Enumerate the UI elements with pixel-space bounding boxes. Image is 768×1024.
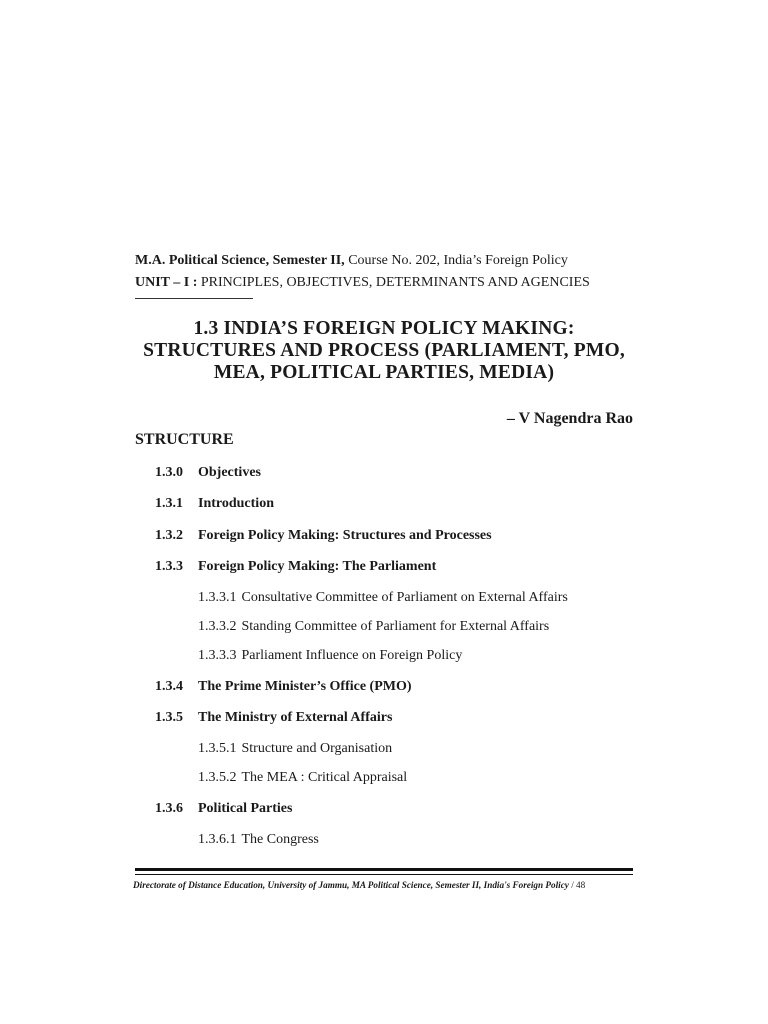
toc-subitem (198, 741, 392, 757)
toc-item-number: 1.3.0 (155, 465, 183, 480)
toc-subitem-label: Consultative Committee of Parliament on External Affairs (241, 590, 568, 605)
toc-subitem-number: 1.3.3.3 (198, 648, 237, 663)
toc-item-number: 1.3.6 (155, 801, 183, 816)
toc-item (155, 679, 412, 695)
toc-subitem-number: 1.3.5.2 (198, 770, 237, 785)
unit-underline-divider (135, 298, 253, 299)
toc-subitem-label: Standing Committee of Parliament for External Affairs (241, 619, 550, 634)
toc-item (155, 496, 274, 512)
toc-subitem-number: 1.3.3.1 (198, 590, 237, 605)
toc-item-number: 1.3.5 (155, 710, 183, 725)
toc-subitem (198, 619, 549, 635)
author-name: – V Nagendra Rao (506, 410, 633, 427)
toc-item-label: The Prime Minister’s Office (PMO) (198, 679, 412, 694)
toc-subitem-label: Structure and Organisation (241, 741, 393, 756)
toc-item (155, 559, 436, 575)
toc-item (155, 710, 392, 726)
course-line (135, 253, 568, 269)
toc-item-number: 1.3.1 (155, 496, 183, 511)
toc-item (155, 465, 261, 481)
toc-subitem-number: 1.3.6.1 (198, 832, 237, 847)
title-line-2: STRUCTURES AND PROCESS (PARLIAMENT, PMO, (143, 340, 625, 361)
toc-subitem-label: The Congress (241, 832, 319, 847)
page-footer (133, 880, 585, 890)
toc-item-label: Objectives (198, 465, 261, 480)
page-title (135, 318, 633, 384)
toc-item (155, 801, 292, 817)
toc-subitem-number: 1.3.3.2 (198, 619, 237, 634)
unit-line (135, 275, 590, 291)
toc-item-label: Foreign Policy Making: The Parliament (198, 559, 437, 574)
title-line-1: 1.3 INDIA’S FOREIGN POLICY MAKING: (193, 318, 575, 339)
page-number: / 48 (568, 880, 586, 890)
toc-item-label: Foreign Policy Making: Structures and Processes (198, 528, 492, 543)
toc-item-number: 1.3.3 (155, 559, 183, 574)
unit-line-bold: UNIT – I : (135, 275, 198, 290)
footer-text: Directorate of Distance Education, University of Jammu, MA Political Science, Semester II, India's Foreign Policy (133, 880, 569, 890)
toc-subitem-label: Parliament Influence on Foreign Policy (241, 648, 463, 663)
toc-subitem (198, 770, 407, 786)
footer-divider-thin (135, 874, 633, 875)
toc-subitem-number: 1.3.5.1 (198, 741, 237, 756)
toc-subitem-label: The MEA : Critical Appraisal (241, 770, 408, 785)
course-line-bold: M.A. Political Science, Semester II, (135, 253, 345, 268)
footer-divider-thick (135, 868, 633, 871)
toc-item (155, 528, 492, 544)
toc-subitem (198, 648, 462, 664)
toc-item-number: 1.3.4 (155, 679, 183, 694)
toc-subitem (198, 590, 568, 606)
title-line-3: MEA, POLITICAL PARTIES, MEDIA) (213, 362, 555, 383)
toc-item-label: Political Parties (198, 801, 293, 816)
course-line-rest: Course No. 202, India’s Foreign Policy (344, 253, 568, 268)
toc-subitem (198, 832, 319, 848)
toc-item-label: Introduction (198, 496, 274, 511)
toc-item-label: The Ministry of External Affairs (198, 710, 393, 725)
unit-line-rest: PRINCIPLES, OBJECTIVES, DETERMINANTS AND AGENCIES (197, 275, 590, 290)
toc-item-number: 1.3.2 (155, 528, 183, 543)
structure-heading: STRUCTURE (135, 431, 234, 448)
